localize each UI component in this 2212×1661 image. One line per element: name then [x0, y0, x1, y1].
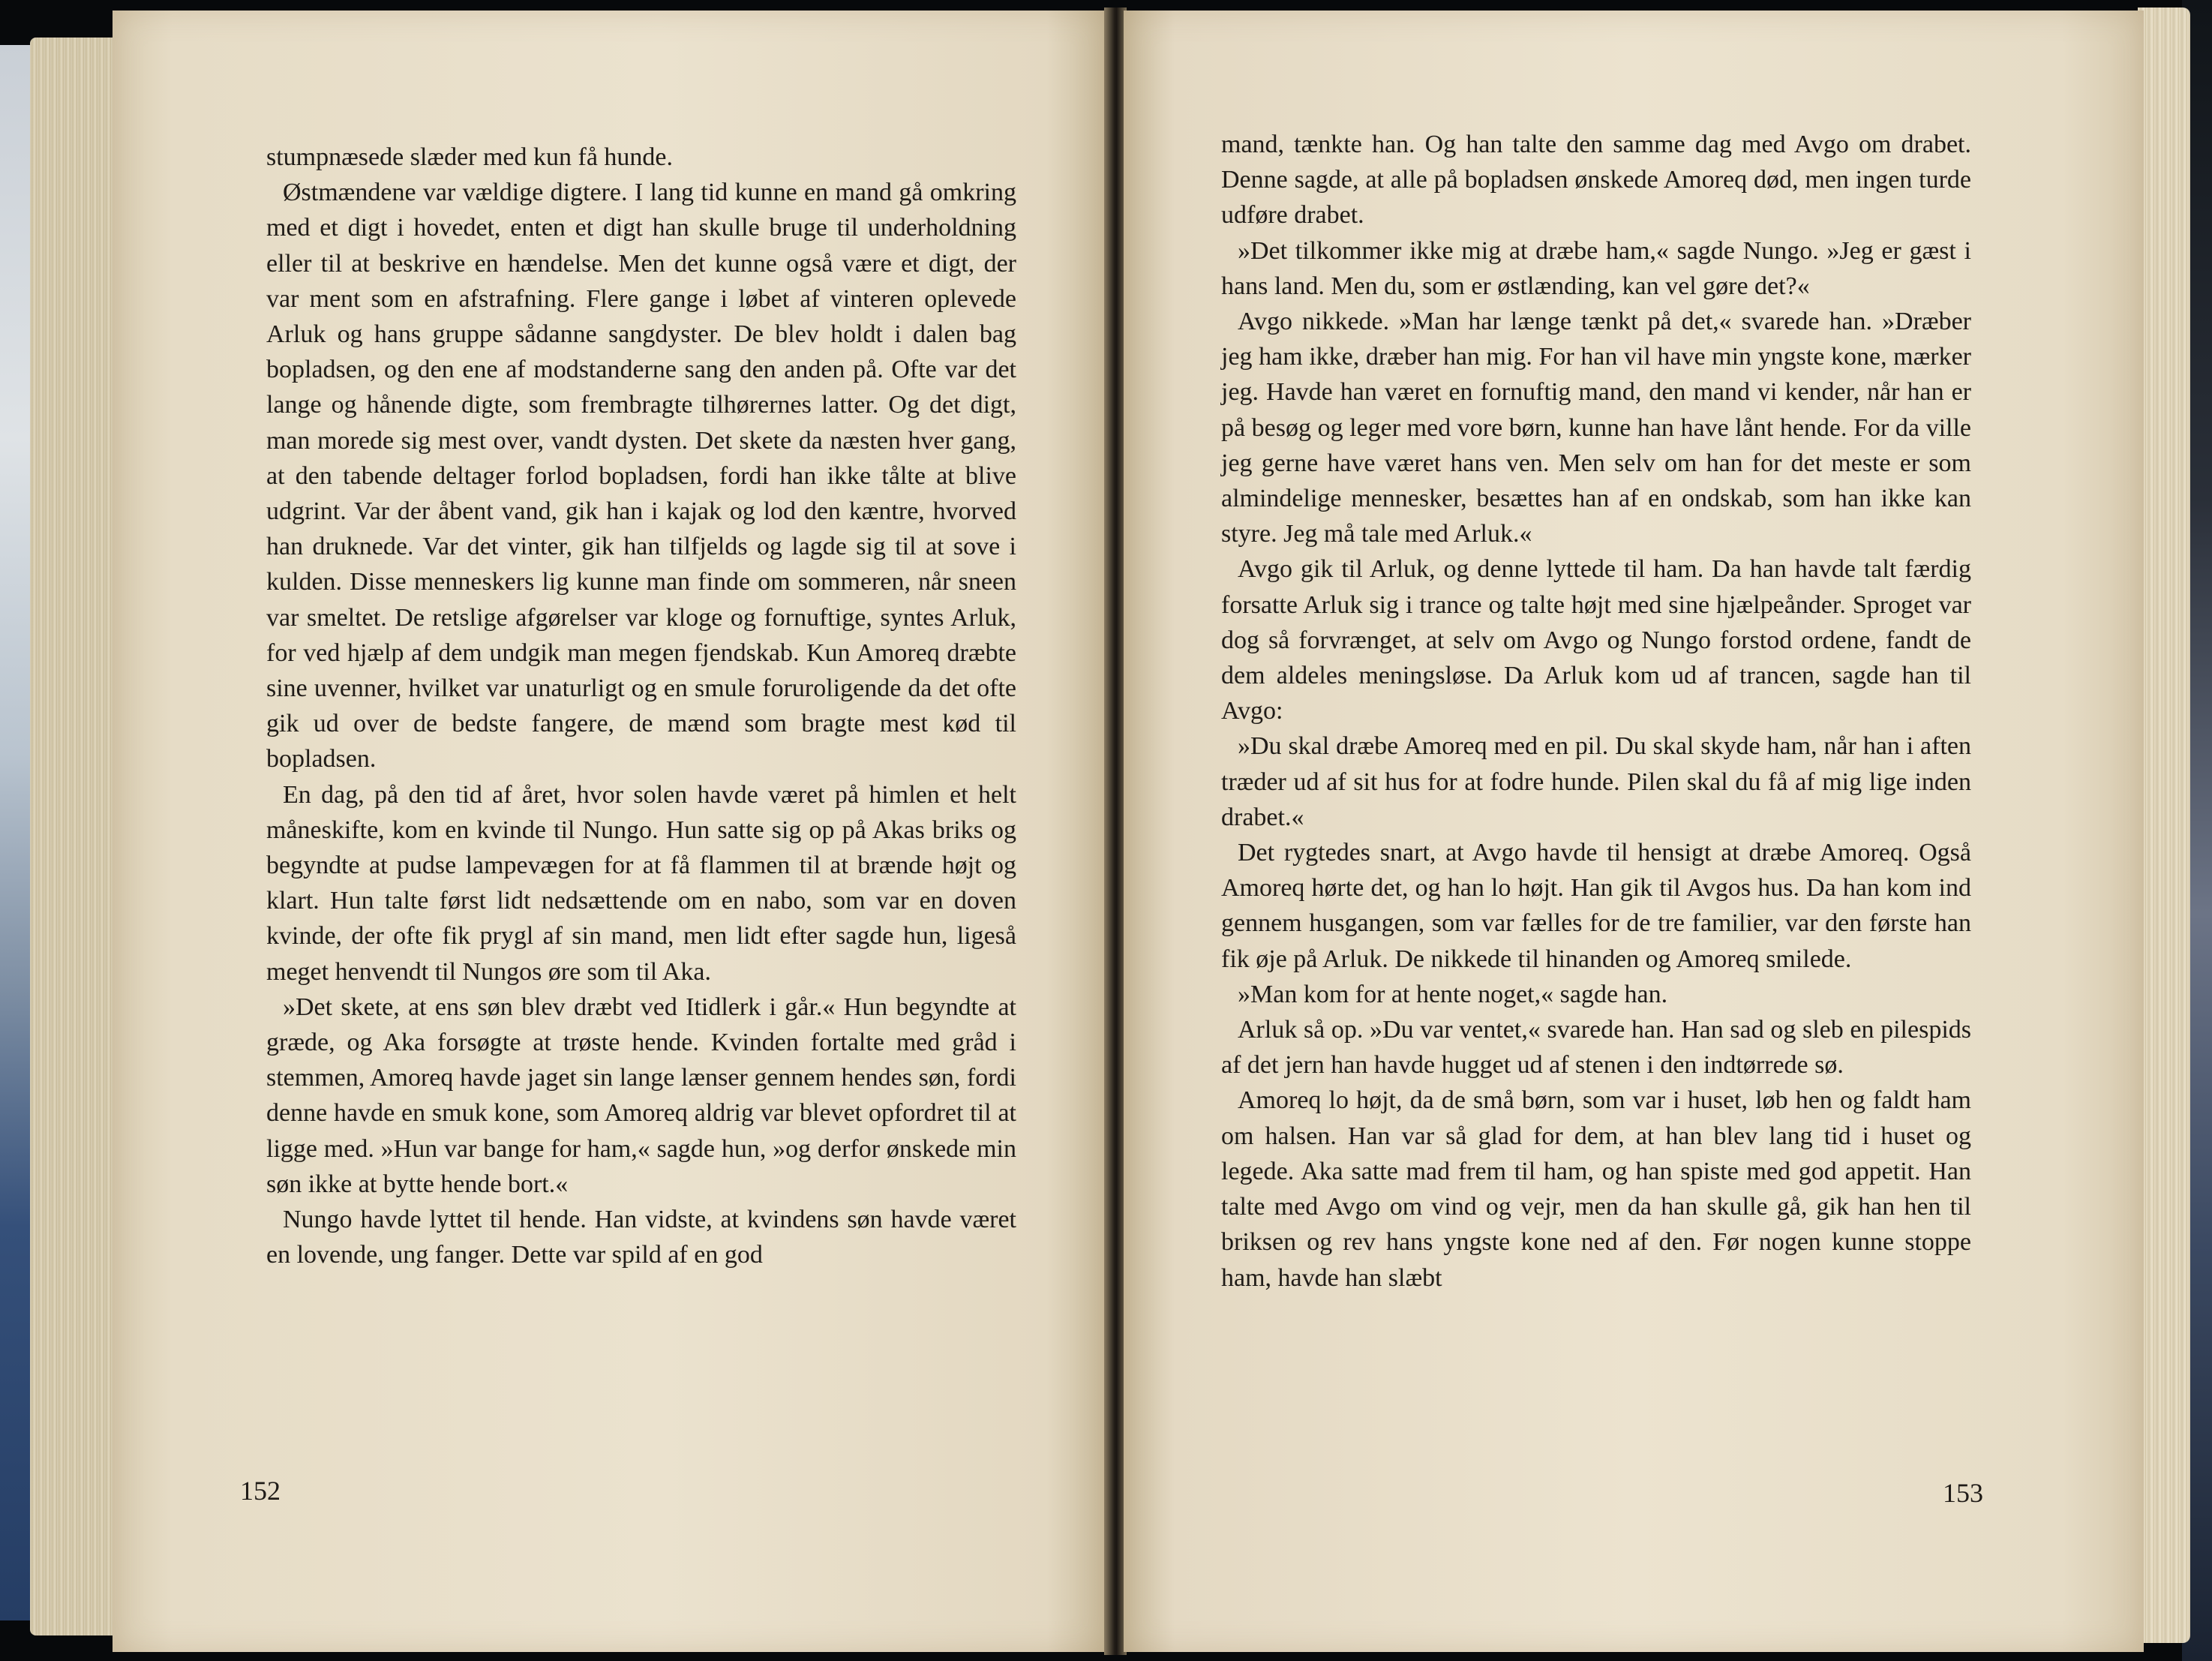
paragraph: »Du skal dræbe Amoreq med en pil. Du skal skyde ham, når han i aften træder ud af sit hus for at fodre hunde. Pilen skal du få af mig lige inden drabet.«: [1221, 732, 1971, 831]
paragraph: »Det tilkommer ikke mig at dræbe ham,« sagde Nungo. »Jeg er gæst i hans land. Men du, som er østlænding, kan vel gøre det?«: [1221, 236, 1971, 300]
paragraph: Nungo havde lyttet til hende. Han vidste, at kvindens søn havde været en lovende, ung fanger. Dette var spild af en god: [266, 1206, 1016, 1269]
paragraph: Avgo gik til Arluk, og denne lyttede til ham. Da han havde talt færdig forsatte Arluk sig i trance og talte højt med sine hjælpeånder. Sproget var dog så forvrænget, at selv om Avgo og Nungo forstod ordene, fandt de dem aldeles meningsløse. Da Arluk kom ud af trancen, sagde han til Avgo:: [1221, 555, 1971, 725]
page-edges-right: [2138, 8, 2190, 1643]
paragraph: Avgo nikkede. »Man har længe tænkt på det,« svarede han. »Dræber jeg ham ikke, dræber han mig. For han vil have min yngste kone, mærker jeg. Havde han været en fornuftig mand, den mand vi kender, når han er på besøg og leger med vore børn, kunne han have lånt hende. For da ville jeg gerne have været hans ven. Men selv om han for det meste er som almindelige mennesker, besættes han af en ondskab, som han ikke kan styre. Jeg må tale med Arluk.«: [1221, 308, 1971, 548]
right-page-text: [1221, 127, 1971, 1296]
paragraph: En dag, på den tid af året, hvor solen havde været på himlen et helt måneskifte, kom en kvinde til Nungo. Hun satte sig op på Akas briks og begyndte at pudse lampevægen for at få flammen til at brænde højt og klart. Hun talte først lidt nedsættende om en nabo, som var en doven kvinde, der ofte fik prygl af sin mand, men lidt efter sagde hun, ligeså meget henvendt til Nungos øre som til Aka.: [266, 780, 1016, 986]
page-edges-left: [30, 38, 120, 1635]
right-page: [1124, 11, 2144, 1652]
paragraph: Det rygtedes snart, at Avgo havde til hensigt at dræbe Amoreq. Også Amoreq hørte det, og han lo højt. Han gik til Avgos hus. Da han kom ind gennem husgangen, som var fælles for de tre familier, var den første han fik øje på Arluk. De nikkede til hinanden og Amoreq smilede.: [1221, 839, 1971, 973]
paragraph: »Det skete, at ens søn blev dræbt ved Itidlerk i går.« Hun begyndte at græde, og Aka forsøgte at trøste hende. Kvinden fortalte med gråd i stemmen, Amoreq havde jaget sin lange lænser gennem hendes søn, fordi denne havde en smuk kone, som Amoreq aldrig var blevet opfordret til at ligge med. »Hun var bange for ham,« sagde hun, »og derfor ønskede min søn ikke at bytte hende bort.«: [266, 993, 1016, 1198]
paragraph: Amoreq lo højt, da de små børn, som var i huset, løb hen og faldt ham om halsen. Han var så glad for dem, at han blev lang tid i huset og legede. Aka satte mad frem til ham, og han spiste med god appetit. Han talte med Avgo om vind og vejr, men da han skulle gå, gik han hen til briksen og rev hans yngste kone ned af den. Før nogen kunne stoppe ham, havde han slæbt: [1221, 1086, 1971, 1292]
paragraph: stumpnæsede slæder med kun få hunde.: [266, 143, 674, 171]
paragraph: Arluk så op. »Du var ventet,« svarede han. Han sad og sleb en pilespids af det jern han havde hugget ud af stenen i den indtørrede sø.: [1221, 1016, 1971, 1080]
paragraph: Østmændene var vældige digtere. I lang tid kunne en mand gå omkring med et digt i hovedet, enten et digt han skulle bruge til underholdning eller til at beskrive en hændelse. Men det kunne også være et digt, der var ment som en afstrafning. Flere gange i løbet af vinteren oplevede Arluk og hans gruppe sådanne sangdyster. De blev holdt i dalen bag bopladsen, og den ene af modstanderne sang den anden på. Ofte var det lange og hånende digte, som frembragte tilhørernes latter. Og det digt, man morede sig mest over, vandt dysten. Det skete da næsten hver gang, at den tabende deltager forlod bopladsen, fordi han ikke tålte at blive udgrint. Var der åbent vand, gik han i kajak og lod den kæntre, hvorved han druknede. Var det vinter, gik han tilfjelds og lagde sig til at sove i kulden. Disse menneskers lig kunne man finde om sommeren, når sneen var smeltet. De retslige afgørelser var kloge og fornuftige, syntes Arluk, for ved hjælp af dem undgik man megen fjendskab. Kun Amoreq dræbte sine uvenner, hvilket var unaturligt og en smule foruroligende da det ofte gik ud over de bedste fangere, de mænd som bragte mest kød til bopladsen.: [266, 179, 1016, 773]
left-page: [113, 11, 1106, 1652]
page-number-left: 152: [240, 1476, 281, 1506]
left-page-text: [266, 140, 1016, 1273]
paragraph: »Man kom for at hente noget,« sagde han.: [1238, 980, 1668, 1008]
page-number-right: 153: [1943, 1478, 1983, 1508]
paragraph: mand, tænkte han. Og han talte den samme dag med Avgo om drabet. Denne sagde, at alle på bopladsen ønskede Amoreq død, men ingen turde udføre drabet.: [1221, 131, 1971, 230]
